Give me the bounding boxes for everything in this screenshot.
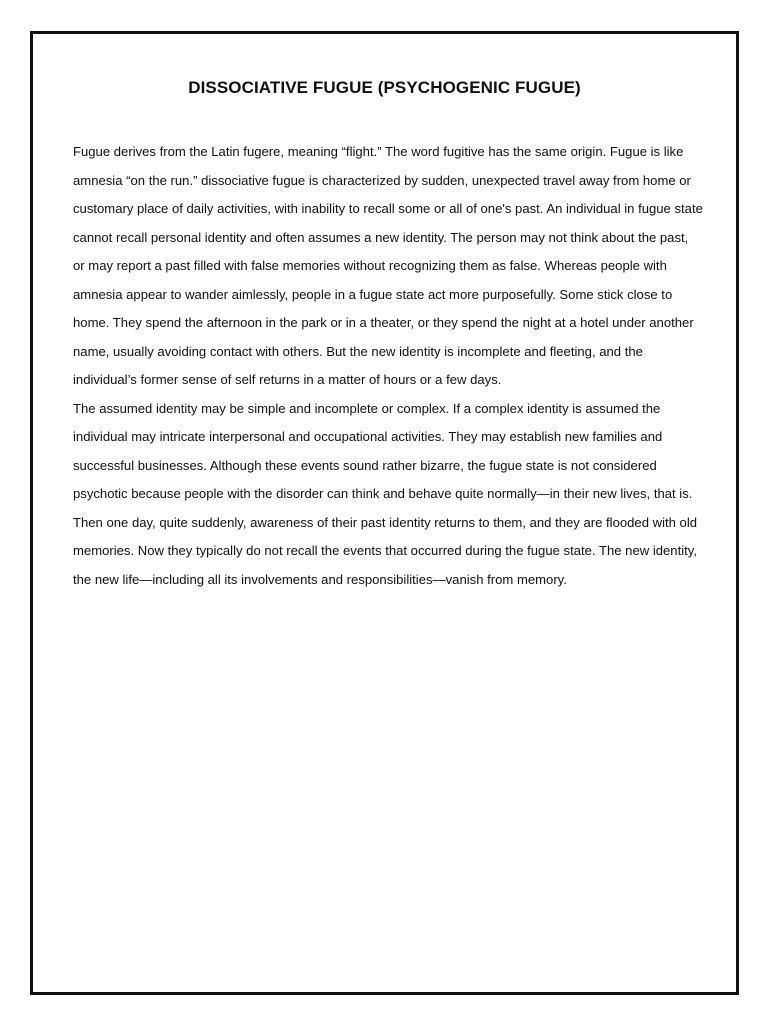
- paragraph-fugue-definition: Fugue derives from the Latin fugere, meaning “flight.” The word fugitive has the same origin. Fugue is like amnesia “on the run.” dissociative fugue is characterized by sudden, unexpected travel away from home or customary place of daily activities, with inability to recall some or all of one's past. An individual in fugue state cannot recall personal identity and often assumes a new identity. The person may not think about the past, or may report a past filled with false memories without recognizing them as false. Whereas people with amnesia appear to wander aimlessly, people in a fugue state act more purposefully. Some stick close to home. They spend the afternoon in the park or in a theater, or they spend the night at a hotel under another name, usually avoiding contact with others. But the new identity is incomplete and fleeting, and the individual’s former sense of self returns in a matter of hours or a few days.: [73, 144, 703, 387]
- document-title: DISSOCIATIVE FUGUE (PSYCHOGENIC FUGUE): [188, 78, 581, 97]
- page-border: [30, 31, 739, 995]
- paragraph-assumed-identity: The assumed identity may be simple and incomplete or complex. If a complex identity is assumed the individual may intricate interpersonal and occupational activities. They may establish new families and successful businesses. Although these events sound rather bizarre, the fugue state is not considered psychotic because people with the disorder can think and behave quite normally—in their new lives, that is. Then one day, quite suddenly, awareness of their past identity returns to them, and they are flooded with old memories. Now they typically do not recall the events that occurred during the fugue state. The new identity, the new life—including all its involvements and responsibilities—vanish from memory.: [73, 400, 698, 587]
- document-body: [73, 138, 703, 594]
